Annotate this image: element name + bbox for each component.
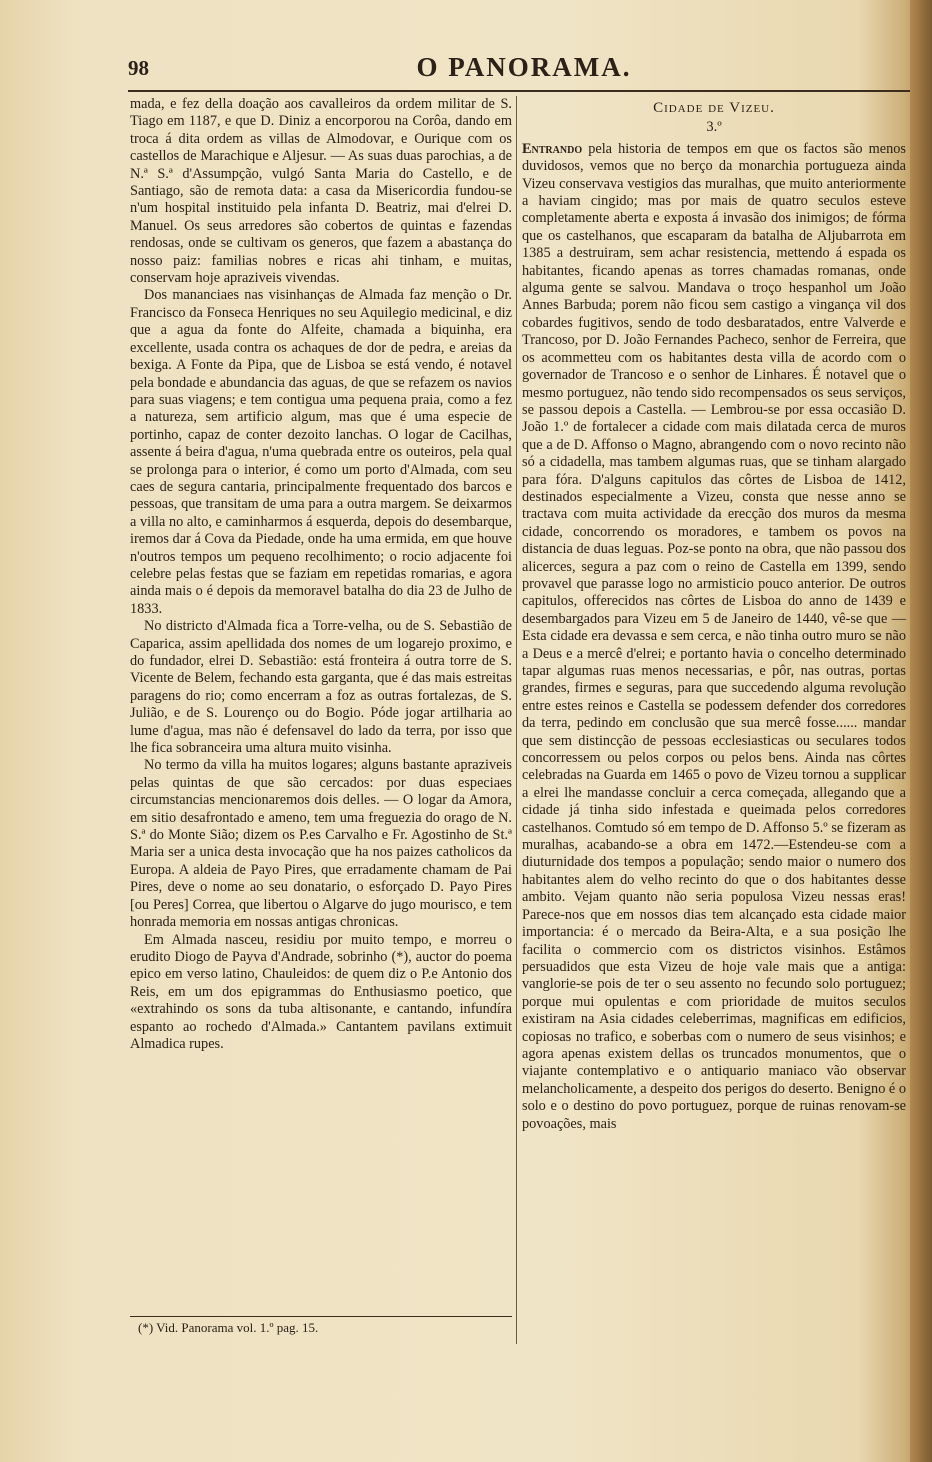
left-paragraph: Dos mananciaes nas visinhanças de Almada faz menção o Dr. Francisco da Fonseca Henriques no seu Aquilegio medicinal, e diz que a agua da fonte do Alfeite, chamada a biquinha, era excellente, usada contra os achaques de dor de pedra, e areias da bexiga. A Fonte da Pipa, que de Lisboa se está vendo, é notavel pela bondade e abundancia das aguas, de que se refazem os navios para suas viagens; e tem contigua uma pequena praia, como a fez a natureza, sem artificio algum, mas que é uma especie de portinho, capaz de conter dezoito lanchas. O logar de Cacilhas, assente á beira d'agua, n'uma quebrada entre os outeiros, pela qual se prolonga para o interior, é como um porto d'Almada, com seu caes de segura cantaria, principalmente frequentado dos barcos e pessoas, que transitam de uma para a outra margem. Se deixarmos a villa no alto, e caminharmos á esquerda, depois do desembarque, iremos dar á Cova da Piedade, onde ha uma ermida, em que houve n'outros tempos um pequeno recolhimento; o rocio adjacente foi celebre pelas festas que se faziam em repetidas romarias, e agora ainda mais o é depois da memoravel batalha do dia 23 de Julho de 1833. bbox=[130, 287, 512, 617]
page-edge bbox=[910, 0, 932, 1462]
left-paragraph: Em Almada nasceu, residiu por muito tempo, e morreu o erudito Diogo de Payva d'Andrade, sobrinho (*), auctor do poema epico em verso latino, Chauleidos: de quem diz o P.e Antonio dos Reis, em um dos epigrammas do Enthusiasmo poetico, que «extrahindo os sons da tuba altisonante, e cantando, infundíra espanto ao rochedo d'Almada.» Cantantem pavilans extimuit Almadica rupes. bbox=[130, 931, 512, 1052]
column-divider bbox=[516, 96, 517, 1344]
right-paragraph bbox=[522, 141, 906, 1133]
right-paragraph-text: pela historia de tempos em que os factos são menos duvidosos, vemos que no berço da monarchia portugueza ainda Vizeu conservava vestigios das muralhas, que muito anteriormente a haviam cingido; mas por mais de quatro seculos esteve completamente aberta e exposta á invasão dos inimigos; de fórma que os castelhanos, que escaparam da batalha de Aljubarrota em 1385 a destruiram, sem achar resistencia, mettendo á espada os habitantes, ficando apenas as torres chamadas romanas, onde alguma gente se salvou. Mandava o troço hespanhol um João Annes Barbuda; porem não ficou sem castigo a vingança vil dos cobardes fugitivos, sendo de todo desbaratados, entre Valverde e Trancoso, por D. João Fernandes Pacheco, senhor de Ferreira, que os acommetteu com os habitantes desta villa de acordo com o governador de Trancoso e o senhor de Linhares. É notavel que o mesmo portuguez, não tendo sido recompensados os seus serviços, se passou depois a Castella. — Lembrou-se por essa occasião D. João 1.º de fortalecer a cidade com mais dilatada cerca de muros que a de D. Affonso o Magno, abrangendo com o novo recinto não só a cidadella, mas tambem algumas ruas, que se tinham alargado para fóra. D'alguns capitulos das côrtes de Lisboa de 1412, destinados especialmente a Vizeu, consta que nesse anno se tractava com muita actividade da erecção dos muros da mesma cidade, concorrendo os moradores, e tambem os povos na distancia de duas leguas. Poz-se ponto na obra, que não passou dos alicerces, segura a paz com o reino de Castella em 1399, sendo provavel que parasse logo no armisticio pouco anterior. De outros capitulos, offerecidos nas côrtes de Lisboa do anno de 1439 e desembargados para Vizeu em 5 de Janeiro de 1440, vê-se que — Esta cidade era devassa e sem cerca, e não tinha outro muro se não a Deus e a mercê d'elrei; e portanto havia o concelho determinado tapar algumas ruas menos necessarias, e pôr, nas outras, portas grandes, firmes e seguras, para que succedendo alguma revolução entre estes reinos e Castella se podessem defender dos corredores da terra, pedindo em conclusão que sua mercê fosse...... mandar que sem distincção de pessoas ecclesiasticas ou seculares todos concorressem ou pelos corpos ou pelos bens. Ainda nas côrtes celebradas na Guarda em 1465 o povo de Vizeu tornou a supplicar a elrei lhe mandasse concluir a cerca começada, allegando que a cidade já tinha sido infestada e queimada pelos corredores castelhanos. Comtudo só em tempo de D. Affonso 5.º se fizeram as muralhas, acabando-se a obra em 1472.—Estendeu-se com a diuturnidade dos tempos a população; sendo maior o numero dos habitantes alem do velho recinto do que o dos habitantes desse ambito. Vejam quanto não seria populosa Vizeu nessas eras! Parece-nos que em nossos dias tem alcançado esta cidade maior importancia: é o mercado da Beira-Alta, e a sua posição lhe facilita o commercio com os districtos visinhos. Estâmos persuadidos que esta Vizeu de hoje vale mais que a antiga: vanglorie-se pois de ter o seu assento no fecundo solo portuguez; porque mui opulentas e com prioridade de muitos seculos existiram na Asia cidades celeberrimas, magnificas em edificios, copiosas no trafico, e soberbas com o numero de seus visinhos; e agora apenas existem dellas os truncados monumentos, que o viajante contemplativo e o antiquario maniaco vão observar melancholicamente, a despeito dos perigos do deserto. Benigno é o solo e o destino do povo portuguez, porque de ruinas renovam-se povoações, mais bbox=[522, 140, 906, 1132]
left-paragraph: No districto d'Almada fica a Torre-velha, ou de S. Sebastião de Caparica, assim apellidada dos nomes de um logarejo proximo, e do fundador, elrei D. Sebastião: está fronteira á outra torre de S. Vicente de Belem, fechando esta garganta, que é das mais estreitas paragens do rio; como encerram a foz as outras fortalezas, de S. Julião, e de S. Lourenço ou do Bogio. Póde jogar artilharia ao lume d'agua, mas não é defensavel do lado da terra, por isso que lhe fica sobranceira uma altura muito visinha. bbox=[130, 618, 512, 757]
journal-title: O PANORAMA. bbox=[416, 52, 632, 82]
footnote: (*) Vid. Panorama vol. 1.º pag. 15. bbox=[138, 1320, 319, 1335]
footnote-rule bbox=[130, 1316, 512, 1317]
right-column bbox=[522, 96, 906, 1133]
lead-word: Entrando bbox=[522, 140, 583, 157]
left-column bbox=[130, 96, 512, 1053]
section-title: Cidade de Vizeu. bbox=[653, 100, 775, 116]
header-rule bbox=[128, 90, 920, 92]
page-number: 98 bbox=[128, 56, 149, 80]
page-header bbox=[128, 52, 920, 86]
left-paragraph: No termo da villa ha muitos logares; alguns bastante apraziveis pelas quintas de que são cercados: por duas especiaes circumstancias mencionaremos dois delles. — O logar da Amora, em sitio desafrontado e ameno, tem uma freguezia do orago de N. S.ª do Monte Sião; dizem os P.es Carvalho e Fr. Agostinho de St.ª Maria ser a unica desta invocação que ha nos paizes catholicos da Europa. A aldeia de Payo Pires, que erradamente chamam de Pai Pires, deve o nome ao seu donatario, o esforçado D. Payo Pires [ou Peres] Correa, que libertou o Algarve do jugo mourisco, e tem honrada memoria em nossas antigas chronicas. bbox=[130, 757, 512, 931]
left-paragraph: mada, e fez della doação aos cavalleiros da ordem militar de S. Tiago em 1187, e que D. Diniz a encorporou na Corôa, dando em troca á dita ordem as villas de Almodovar, e Ourique com os castellos de Marachique e Aljesur. — As suas duas parochias, a de N.ª S.ª d'Assumpção, vulgó Santa Maria do Castello, e de Santiago, são de remota data: a casa da Misericordia fundou-se n'um hospital instituido pela infanta D. Beatriz, mai d'elrei D. Manuel. Os seus arredores são cobertos de quintas e fazendas rendosas, onde se cultivam os generos, que fazem a abastança do nosso paiz: familias nobres e ricas ahi tinham, e muitas, conservam hoje apraziveis vivendas. bbox=[130, 96, 512, 287]
section-number: 3.º bbox=[706, 119, 722, 136]
